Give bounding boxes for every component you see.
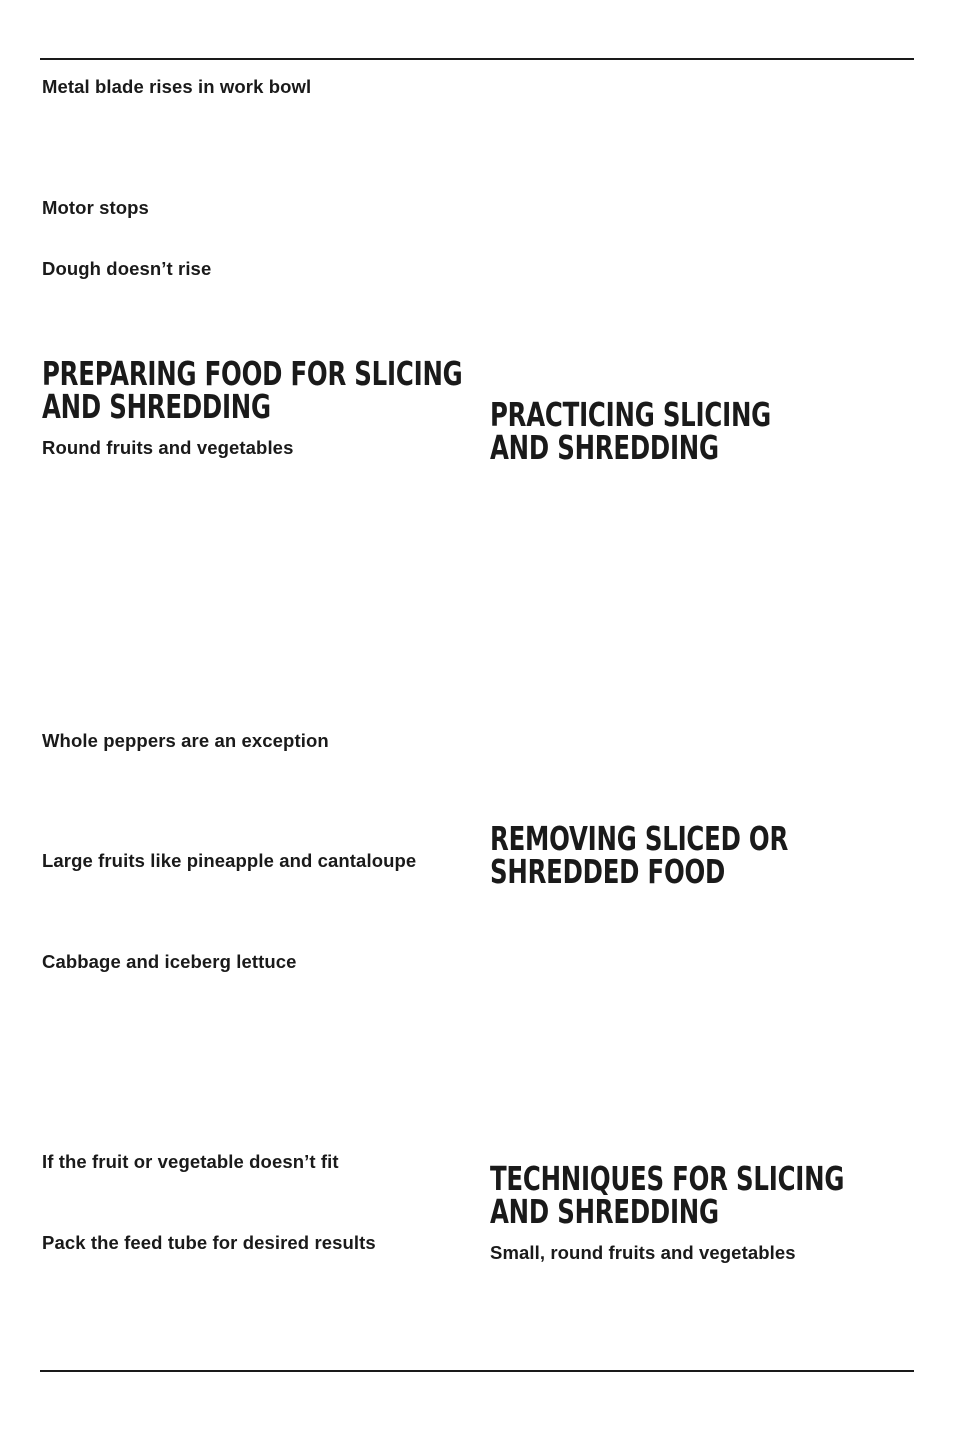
heading-techniques [490,1159,845,1231]
heading-techniques-line2: AND SHREDDING [490,1192,719,1231]
subhead-dough-rise: Dough doesn’t rise [42,258,212,279]
subhead-small-round: Small, round fruits and vegetables [490,1242,796,1263]
subhead-metal-blade: Metal blade rises in work bowl [42,76,312,97]
subhead-doesnt-fit: If the fruit or vegetable doesn’t fit [42,1151,339,1172]
subhead-motor-stops: Motor stops [42,197,149,218]
heading-practicing [490,395,771,467]
heading-preparing-line1: PREPARING FOOD FOR SLICING [42,354,463,393]
subhead-cabbage: Cabbage and iceberg lettuce [42,951,297,972]
heading-removing-line1: REMOVING SLICED OR [490,819,789,858]
subhead-pack-feed-tube: Pack the feed tube for desired results [42,1232,376,1253]
heading-practicing-line2: AND SHREDDING [490,428,719,467]
subhead-whole-peppers: Whole peppers are an exception [42,730,329,751]
subhead-round-fruits: Round fruits and vegetables [42,437,294,458]
heading-preparing-line2: AND SHREDDING [42,387,271,426]
heading-removing [490,819,789,891]
heading-techniques-line1: TECHNIQUES FOR SLICING [490,1159,845,1198]
heading-removing-line2: SHREDDED FOOD [490,852,726,891]
heading-practicing-line1: PRACTICING SLICING [490,395,771,434]
heading-preparing-food [42,354,463,426]
bottom-divider [40,1370,914,1372]
subhead-large-fruits: Large fruits like pineapple and cantaloupe [42,850,417,871]
top-divider [40,58,914,60]
